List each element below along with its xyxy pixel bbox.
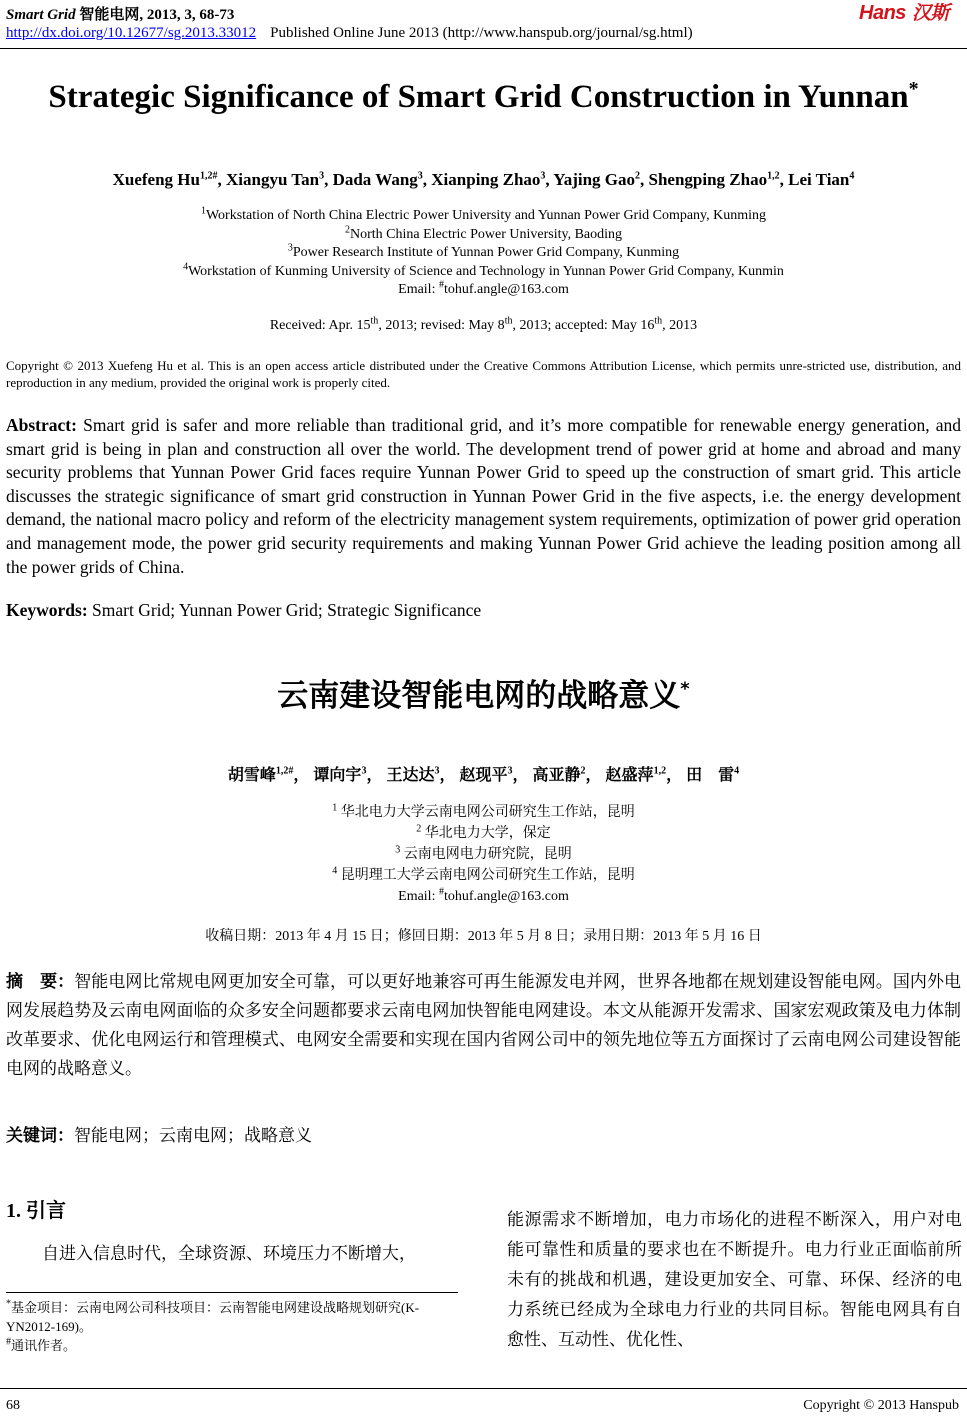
author-list: Xuefeng $Hu^{1,2\#}$, Xiangyu Tan$^3$, Dada Wang$^3$, Xianping Zhao$^3$, Yajing Gao$^2$, Shengping Zhao$^{1,2}$, Lei Tian$^4$ [112,170,855,189]
footnote-rule [6,1292,458,1293]
body-text-left: 自进入信息时代，全球资源、环境压力不断增大， [42,1244,416,1263]
footnote: *基金项目：云南电网公司科技项目：云南智能电网建设战略规划研究(K-YN2012-169)。 [6,1298,420,1334]
author: Lei Tian [788,170,850,189]
doi-link[interactable]: http://dx.doi.org/10.12677/sg.2013.33012 [6,25,257,41]
footer-copyright: Copyright © 2013 Hanspub [803,1398,959,1413]
published-online: Published Online June 2013 (http://www.hanspub.org/journal/sg.html) [270,25,693,41]
body-text-right: 能源需求不断增加，电力市场化的进程不断深入，用户对电能可靠性和质量的要求也在不断提升。电力行业正面临前所未有的挑战和机遇，建设更加安全、可靠、环保、经济的电力系统已经成为全球电力行业的共同目标。智能电网具有自愈性、互动性、优化性、 [507,1210,962,1349]
footnotes [6,1298,458,1355]
journal-name: Smart Grid [6,7,76,23]
affiliation: $^1$ 华北电力大学云南电网公司研究生工作站，昆明 [332,802,635,820]
journal-header [6,3,234,24]
affiliation: $^4$ 昆明理工大学云南电网公司研究生工作站，昆明 [332,865,635,883]
footer-rule [0,1388,967,1389]
publisher-logo [859,0,959,30]
footnote: #通讯作者。 [6,1336,77,1353]
received-dates-cn: 收稿日期：2013 年 4 月 15 日；修回日期：2013 年 5 月 8 日；录用日期：2013 年 5 月 16 日 [205,929,762,944]
hans-logo-icon [859,0,959,24]
affiliation: $^1$Workstation of North China Electric Power University and Yunnan Power Grid Company, Kunming [200,205,767,223]
affiliation: $^3$ 云南电网电力研究院，昆明 [395,844,572,862]
received-dates: Received: Apr. 15th, 2013; revised: May 8th, 2013; accepted: May 16th, 2013 [269,315,698,333]
email: tohuf.angle@163.com [443,282,569,297]
doi-line [6,25,693,42]
svg-text:Hans: Hans [859,2,906,24]
affiliation: $^2$North China Electric Power University, Baoding [344,223,623,242]
author: Dada Wang [332,170,418,189]
affiliation: $^3$Power Research Institute of Yunnan Power Grid Company, Kunming [287,242,680,260]
email-line: Email: #tohuf.angle@163.com [398,279,569,297]
abstract-en: Abstract: Smart grid is safer and more reliable than traditional grid, and it’s more compatible for renewable energy generation, and smart grid is being in plan and construction all over the world. The development trend of power grid at home and abroad and many security problems that Yunnan Power Grid faces require Yunnan Power Grid to speed up the construction of smart grid. This article discusses the strategic significance of smart grid construction in Yunnan Power Grid in the five aspects, i.e. the energy development demand, the national macro policy and reform of the electricity management system requirements, optimization of power grid operation and management mode, the power grid security requirements and making Yunnan Power Grid achieve the leading position among all the power grids of China. [6,415,962,577]
author: Xiangyu Tan [225,170,320,189]
affiliations-en [0,207,967,300]
paper-title: Strategic Significance of Smart Grid Construction in Yunnan* [48,78,919,115]
page-number: 68 [6,1398,20,1413]
author: Yajing Gao [553,170,636,189]
keywords-en: Keywords: Smart Grid; Yunnan Power Grid; Strategic Significance [6,600,482,620]
keywords-cn: 关键词：智能电网；云南电网；战略意义 [6,1126,312,1145]
header-rule [0,48,967,49]
abstract-cn: 摘 要：智能电网比常规电网更加安全可靠，可以更好地兼容可再生能源发电并网，世界各地都在规划建设智能电网。国内外电网发展趋势及云南电网面临的众多安全问题都要求云南电网加快智能电网建设。本文从能源开发需求、国家宏观政策及电力体制改革要求、优化电网运行和管理模式、电网安全需要和实现在国内省网公司中的领先地位等五方面探讨了云南电网公司建设智能电网的战略意义。 [6,972,961,1078]
copyright-notice: Copyright © 2013 Xuefeng Hu et al. This is an open access article distributed under the Creative Commons Attribution License, which permits unre-stricted use, distribution, and reproduction in any medium, provided the original work is properly cited. [6,358,961,390]
author: Xuefeng Hu [112,170,200,189]
affiliations-cn [0,802,967,907]
email-line: Email: #tohuf.angle@163.com [398,886,569,904]
affiliation: $^2$ 华北电力大学，保定 [416,823,551,841]
svg-text:汉斯: 汉斯 [912,2,950,24]
author: Xianping Zhao [431,170,541,189]
affiliation: $^4$Workstation of Kunming University of Science and Technology in Yunnan Power Grid Company, Kunmin [183,260,784,279]
author-list-cn: 胡雪峰$^{1,2\#}$， 谭向宇$^3$， 王达达$^3$， 赵现平$^3$， 高亚静$^2$， 赵盛萍$^{1,2}$， 田 雷$^4$ [227,765,740,784]
abstract-label: Abstract: [6,415,77,435]
section-heading: 1. 引言 [6,1200,66,1222]
paper-title-cn: 云南建设智能电网的战略意义* [277,678,690,714]
journal-issue: 智能电网, 2013, 3, 68-73 [79,7,235,23]
author: Shengping Zhao [648,170,768,189]
